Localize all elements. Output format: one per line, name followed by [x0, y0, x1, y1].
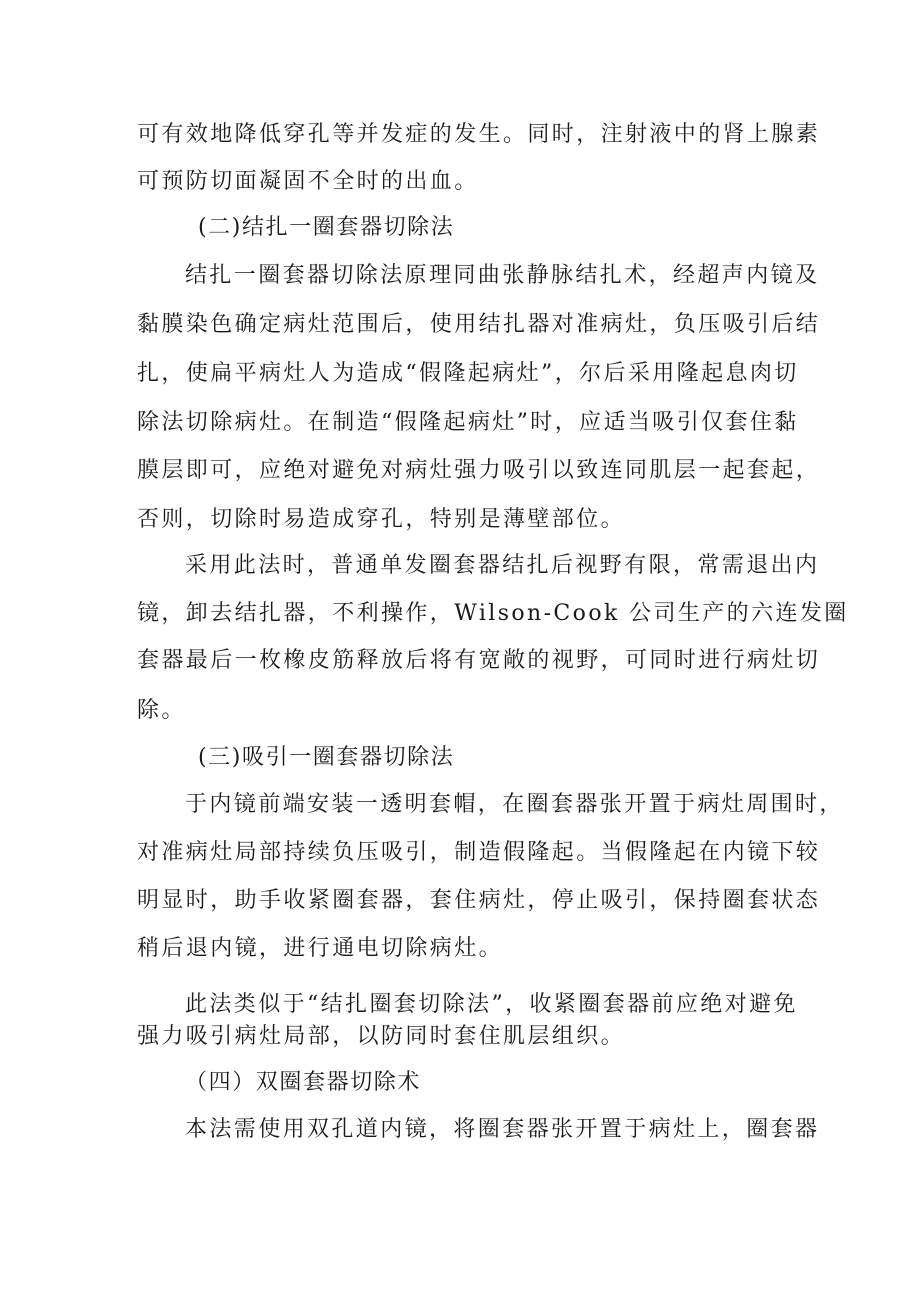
paragraph-line: 扎，使扁平病灶人为造成“假隆起病灶”，尔后采用隆起息肉切	[137, 361, 799, 386]
paragraph-line: 可有效地降低穿孔等并发症的发生。同时，注射液中的肾上腺素	[137, 122, 821, 147]
section-heading: （四）双圈套器切除术	[185, 1070, 422, 1095]
paragraph-line: 膜层即可，应绝对避免对病灶强力吸引以致连同肌层一起套起，	[137, 458, 821, 483]
paragraph-line: 除。	[137, 698, 186, 723]
paragraph-line: 采用此法时，普通单发圈套器结扎后视野有限，常需退出内	[185, 553, 820, 578]
paragraph-line: 于内镜前端安装一透明套帽，在圈套器张开置于病灶周围时，	[185, 792, 844, 817]
paragraph-line: 除法切除病灶。在制造“假隆起病灶”时，应适当吸引仅套住黏	[137, 410, 799, 435]
paragraph-line: 可预防切面凝固不全时的出血。	[137, 169, 479, 194]
paragraph-line: 套器最后一枚橡皮筋释放后将有宽敞的视野，可同时进行病灶切	[137, 648, 821, 673]
paragraph-line: 黏膜染色确定病灶范围后，使用结扎器对准病灶，负压吸引后结	[137, 312, 821, 337]
paragraph-line: 此法类似于“结扎圈套切除法”，收紧圈套器前应绝对避免	[185, 992, 798, 1017]
paragraph-line: 否则，切除时易造成穿孔，特别是薄壁部位。	[137, 507, 626, 532]
section-heading: (二)结扎一圈套器切除法	[198, 215, 455, 240]
paragraph-line: 镜，卸去结扎器，不利操作，Wilson-Cook 公司生产的六连发圈	[137, 601, 849, 626]
paragraph-line: 明显时，助手收紧圈套器，套住病灶，停止吸引，保持圈套状态	[137, 888, 821, 913]
section-heading: (三)吸引一圈套器切除法	[198, 745, 455, 770]
paragraph-line: 稍后退内镜，进行通电切除病灶。	[137, 936, 504, 961]
paragraph-line: 本法需使用双孔道内镜，将圈套器张开置于病灶上，圈套器	[185, 1117, 820, 1142]
paragraph-line: 结扎一圈套器切除法原理同曲张静脉结扎术，经超声内镜及	[185, 263, 820, 288]
paragraph-line: 强力吸引病灶局部，以防同时套住肌层组织。	[137, 1024, 626, 1049]
paragraph-line: 对准病灶局部持续负压吸引，制造假隆起。当假隆起在内镜下较	[137, 840, 821, 865]
